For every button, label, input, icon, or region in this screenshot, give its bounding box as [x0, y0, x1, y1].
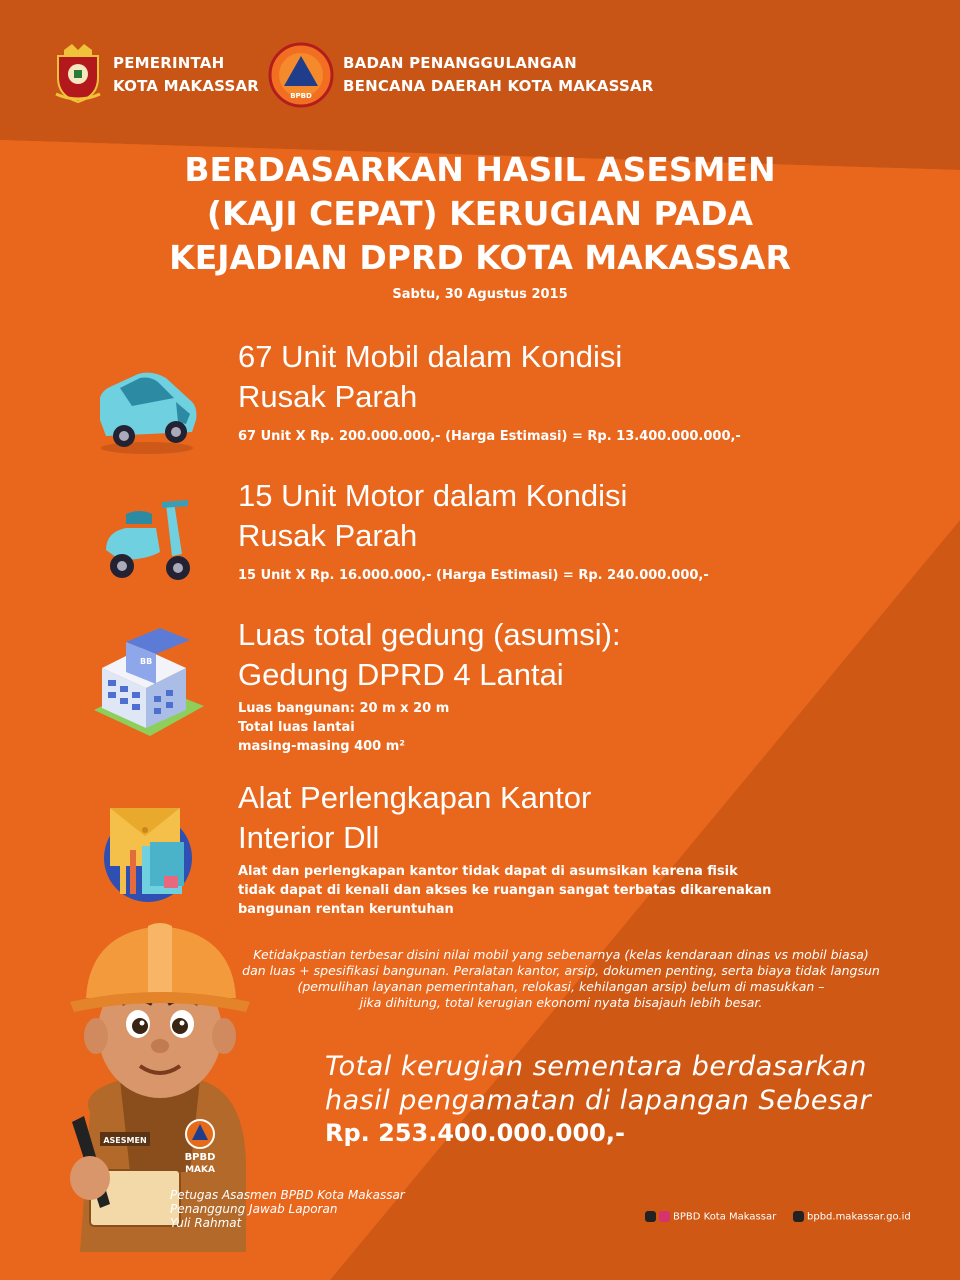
total-amount: Rp. 253.400.000.000,- [325, 1119, 625, 1147]
makassar-crest-icon [52, 42, 104, 104]
note-line1: Ketidakpastian terbesar disini nilai mobil yang sebenarnya (kelas kendaraan dinas vs mobil biasa) [253, 947, 869, 962]
gov-line2: KOTA MAKASSAR [113, 77, 260, 95]
item-motor-detail: 15 Unit X Rp. 16.000.000,- (Harga Estimasi) = Rp. 240.000.000,- [238, 568, 709, 583]
office-supplies-icon [100, 806, 196, 906]
instagram-icon [659, 1211, 670, 1222]
item-building-head2: Gedung DPRD 4 Lantai [238, 657, 564, 692]
agency-name [343, 52, 654, 98]
globe-icon [793, 1211, 804, 1222]
bpbd-logo-icon [268, 42, 334, 108]
building-label: BB [140, 657, 153, 666]
item-building-detail1: Luas bangunan: 20 m x 20 m [238, 701, 450, 716]
bpbd-logo-text: BPBD [290, 92, 312, 100]
signature-block [170, 1188, 405, 1230]
item-motor-head1: 15 Unit Motor dalam Kondisi [238, 478, 628, 513]
signature-line3: Yuli Rahmat [170, 1216, 242, 1230]
gov-line1: PEMERINTAH [113, 54, 225, 72]
report-date: Sabtu, 30 Agustus 2015 [392, 287, 568, 302]
note-line4: jika dihitung, total kerugian ekonomi nyata bisajauh lebih besar. [359, 995, 763, 1010]
item-office-head1: Alat Perlengkapan Kantor [238, 780, 592, 815]
item-car-detail: 67 Unit X Rp. 200.000.000,- (Harga Estimasi) = Rp. 13.400.000.000,- [238, 429, 741, 444]
mascot-logo-sub: MAKA [185, 1165, 215, 1175]
gov-name [113, 52, 259, 98]
item-car-head1: 67 Unit Mobil dalam Kondisi [238, 339, 623, 374]
mascot-badge-text: ASESMEN [103, 1136, 147, 1145]
social-handle[interactable] [645, 1211, 776, 1224]
note-line3: (pemulihan layanan pemerintahan, relokasi, kehilangan arsip) belum di masukkan – [297, 979, 825, 994]
item-building-detail2: Total luas lantai [238, 720, 355, 735]
item-building [238, 615, 621, 756]
scooter-icon [96, 494, 200, 590]
car-icon [92, 362, 202, 458]
agency-line1: BADAN PENANGGULANGAN [343, 54, 577, 72]
item-office [238, 778, 771, 919]
item-motor-head2: Rusak Parah [238, 518, 418, 553]
building-icon [90, 628, 208, 740]
item-building-head1: Luas total gedung (asumsi): [238, 617, 621, 652]
item-car [238, 337, 741, 446]
agency-line2: BENCANA DAERAH KOTA MAKASSAR [343, 77, 654, 95]
item-building-detail3: masing-masing 400 m² [238, 739, 405, 754]
social-handle-text: BPBD Kota Makassar [673, 1211, 777, 1223]
item-car-head2: Rusak Parah [238, 379, 418, 414]
page-title [40, 148, 920, 280]
item-office-detail2: tidak dapat di kenali dan akses ke ruangan sangat terbatas dikarenakan [238, 883, 772, 898]
tiktok-icon [645, 1211, 656, 1222]
website-link[interactable] [793, 1211, 911, 1224]
total-line2: hasil pengamatan di lapangan Sebesar [325, 1085, 872, 1116]
total-loss [325, 1050, 871, 1147]
signature-line2: Penanggung Jawab Laporan [170, 1202, 338, 1216]
item-office-detail3: bangunan rentan keruntuhan [238, 902, 454, 917]
title-line1: BERDASARKAN HASIL ASESMEN [184, 150, 776, 189]
title-line2: (KAJI CEPAT) KERUGIAN PADA [206, 194, 754, 233]
signature-line1: Petugas Asasmen BPBD Kota Makassar [170, 1188, 405, 1202]
title-line3: KEJADIAN DPRD KOTA MAKASSAR [169, 238, 791, 277]
mascot-logo-text: BPBD [184, 1152, 216, 1163]
uncertainty-note [186, 947, 936, 1011]
total-line1: Total kerugian sementara berdasarkan [325, 1051, 867, 1082]
note-line2: dan luas + spesifikasi bangunan. Peralatan kantor, arsip, dokumen penting, serta biaya tidak langsun [242, 963, 880, 978]
item-office-head2: Interior Dll [238, 820, 380, 855]
website-text: bpbd.makassar.go.id [807, 1211, 911, 1223]
item-office-detail1: Alat dan perlengkapan kantor tidak dapat di asumsikan karena fisik [238, 864, 738, 879]
item-motor [238, 476, 709, 585]
